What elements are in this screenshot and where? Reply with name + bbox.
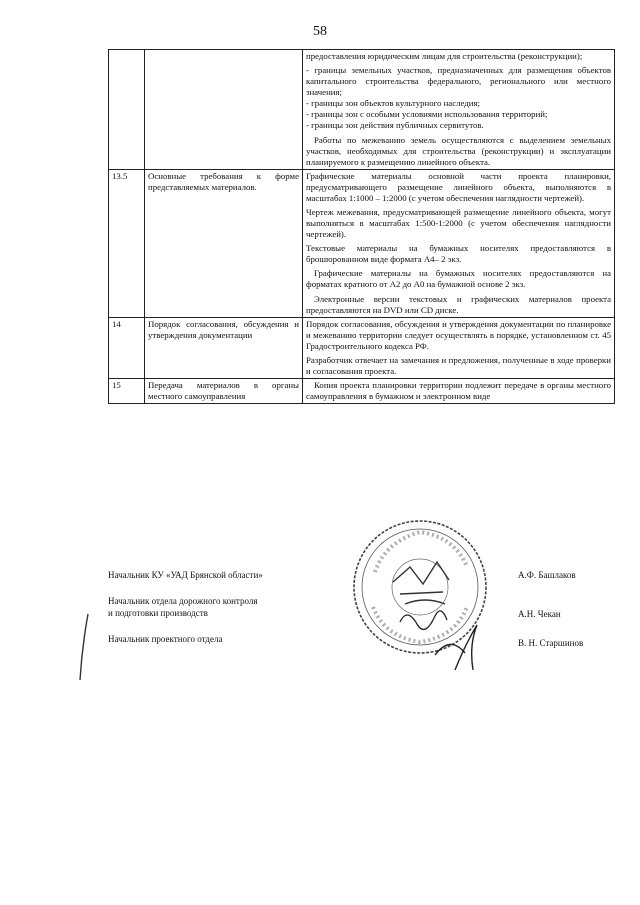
table-row <box>109 169 615 317</box>
description-paragraph: Графические материалы основной части проекта планировки, предусматривающего размещение линейного объекта, выполняются в масштабах 1:1000 – 1:2000 (с учетом обеспечения наглядности чертежей). <box>306 170 611 203</box>
signatory-name: В. Н. Старшинов <box>518 638 584 648</box>
table-row <box>109 50 615 170</box>
row-number-cell <box>109 50 145 170</box>
description-paragraph: предоставления юридическим лицам для строительства (реконструкции); <box>306 51 583 61</box>
requirement-cell: Порядок согласования, обсуждения и утверждения документации <box>145 317 303 378</box>
requirement-cell: Основные требования к форме представляемых материалов. <box>145 169 303 317</box>
requirements-table <box>108 49 615 404</box>
description-paragraph: Чертеж межевания, предусматривающей размещение линейного объекта, могут выполняться в масштабах 1:500-1:2000 (с учетом обеспечения наглядности чертежей). <box>306 207 611 240</box>
description-cell <box>303 50 615 170</box>
description-paragraph: - границы зон с особыми условиями использования территорий; <box>306 109 548 120</box>
description-paragraph: Текстовые материалы на бумажных носителях предоставляются в брошюрованном виде формата А4– 2 экз. <box>306 243 611 265</box>
signatory-title: Начальник КУ «УАД Брянской области» <box>108 570 263 580</box>
table-row <box>109 379 615 404</box>
description-paragraph: Разработчик отвечает на замечания и предложения, полученные в ходе проверки и согласования проекта. <box>306 354 611 377</box>
description-paragraph: - границы зон объектов культурного наследия; <box>306 98 480 109</box>
description-paragraph: Копия проекта планировки территории подлежит передаче в органы местного самоуправления в бумажном и электронном виде <box>306 380 611 402</box>
page-number: 58 <box>313 24 327 39</box>
description-paragraph: - границы зон действия публичных сервитутов. <box>306 120 484 131</box>
margin-mark-icon <box>70 612 100 682</box>
signatory-title: Начальник проектного отдела <box>108 634 223 644</box>
description-cell <box>303 169 615 317</box>
description-cell <box>303 317 615 378</box>
requirement-cell: Передача материалов в органы местного самоуправления <box>145 379 303 404</box>
requirement-cell <box>145 50 303 170</box>
row-number-cell: 15 <box>109 379 145 404</box>
signatory-title: Начальник отдела дорожного контроля и подготовки производств <box>108 596 258 618</box>
description-paragraph: Электронные версии текстовых и графических материалов проекта предоставляются на DVD или CD диске. <box>306 293 611 315</box>
description-paragraph: - границы земельных участков, предназначенных для размещения объектов капитального строительства федерального, регионального или местного значения; <box>306 65 611 98</box>
signatory-name: А.Н. Чекан <box>518 609 561 619</box>
signatory-name: А.Ф. Башлаков <box>518 570 576 580</box>
description-paragraph: Порядок согласования, обсуждения и утверждения документации по планировке и межеванию территории следует осуществлять в порядке, установленном ст. 45 Градостроительного кодекса РФ. <box>306 318 611 351</box>
description-paragraph: Графические материалы на бумажных носителях предоставляются на форматах кратного от А2 до А0 на бумажной основе 2 экз. <box>306 268 611 290</box>
table-row <box>109 317 615 378</box>
description-paragraph: Работы по межеванию земель осуществляются с выделением земельных участков, необходимых для строительства (реконструкции) и эксплуатации планируемого к размещению линейного объекта. <box>306 134 611 167</box>
handwritten-signature <box>425 615 500 675</box>
description-cell <box>303 379 615 404</box>
row-number-cell: 13.5 <box>109 169 145 317</box>
row-number-cell: 14 <box>109 317 145 378</box>
